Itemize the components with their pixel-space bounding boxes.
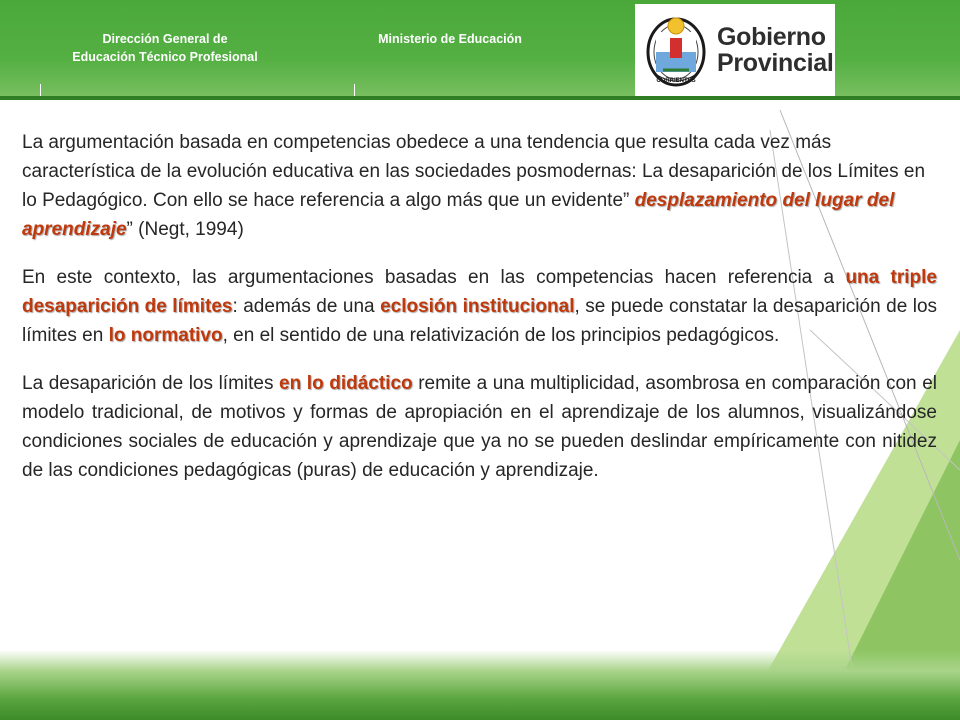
direccion-line-2: Educación Técnico Profesional xyxy=(72,50,258,64)
paragraph-2-text-4: , en el sentido de una relativización de los principios pedagógicos. xyxy=(222,325,780,346)
highlight-lo-normativo: lo normativo xyxy=(108,325,223,346)
paragraph-2-text-3: , se puede constatar la desaparición de los límites en xyxy=(22,296,938,346)
header-tick xyxy=(40,84,41,96)
direccion-line-1: Dirección General de xyxy=(102,32,228,46)
paragraph-2-text-2: : además de una xyxy=(232,296,381,317)
logo-line-1: Gobierno xyxy=(717,23,826,51)
ministerio-label: Ministerio de Educación xyxy=(378,32,522,46)
highlight-triple-desaparicion: una triple desaparición de límites xyxy=(22,267,937,317)
header-tick xyxy=(354,84,355,96)
logo-line-2: Provincial xyxy=(717,49,834,77)
paragraph-2 xyxy=(22,263,937,350)
paragraph-2-text-1: En este contexto, las argumentaciones basadas en las competencias hacen referencia a xyxy=(22,267,846,288)
header-bar xyxy=(0,0,960,100)
footer-band xyxy=(0,650,960,720)
crest-label: CORRIENTES xyxy=(656,78,696,84)
logo-title xyxy=(717,24,834,76)
highlight-desplazamiento: desplazamiento del lugar del aprendizaje xyxy=(22,190,895,240)
corrientes-crest-icon xyxy=(643,10,709,90)
paragraph-3 xyxy=(22,369,937,485)
main-text xyxy=(22,128,937,504)
gobierno-provincial-logo xyxy=(635,4,835,96)
paragraph-1-citation: ” (Negt, 1994) xyxy=(126,219,244,240)
highlight-eclosion-institucional: eclosión institucional xyxy=(380,296,575,317)
paragraph-1 xyxy=(22,128,937,244)
paragraph-3-text-2: remite a una multiplicidad, asombrosa en comparación con el modelo tradicional, de motivos y formas de apropiación en el aprendizaje de los alumnos, visualizándose condiciones sociales de educación y aprendizaje que ya no se pueden deslindar empíricamente con nitidez de las condiciones pedagógicas (puras) de educación y aprendizaje. xyxy=(22,373,937,481)
direccion-general-label xyxy=(20,30,310,66)
paragraph-1-text: La argumentación basada en competencias obedece a una tendencia que resulta cada vez más característica de la evolución educativa en las sociedades posmodernas: La desaparición de los Límites en lo Pedagógico. Con ello se hace referencia a algo más que un evidente” xyxy=(22,132,926,211)
paragraph-3-text-1: La desaparición de los límites xyxy=(22,373,280,394)
highlight-en-lo-didactico: en lo didáctico xyxy=(279,373,413,394)
header-divider xyxy=(0,96,960,100)
